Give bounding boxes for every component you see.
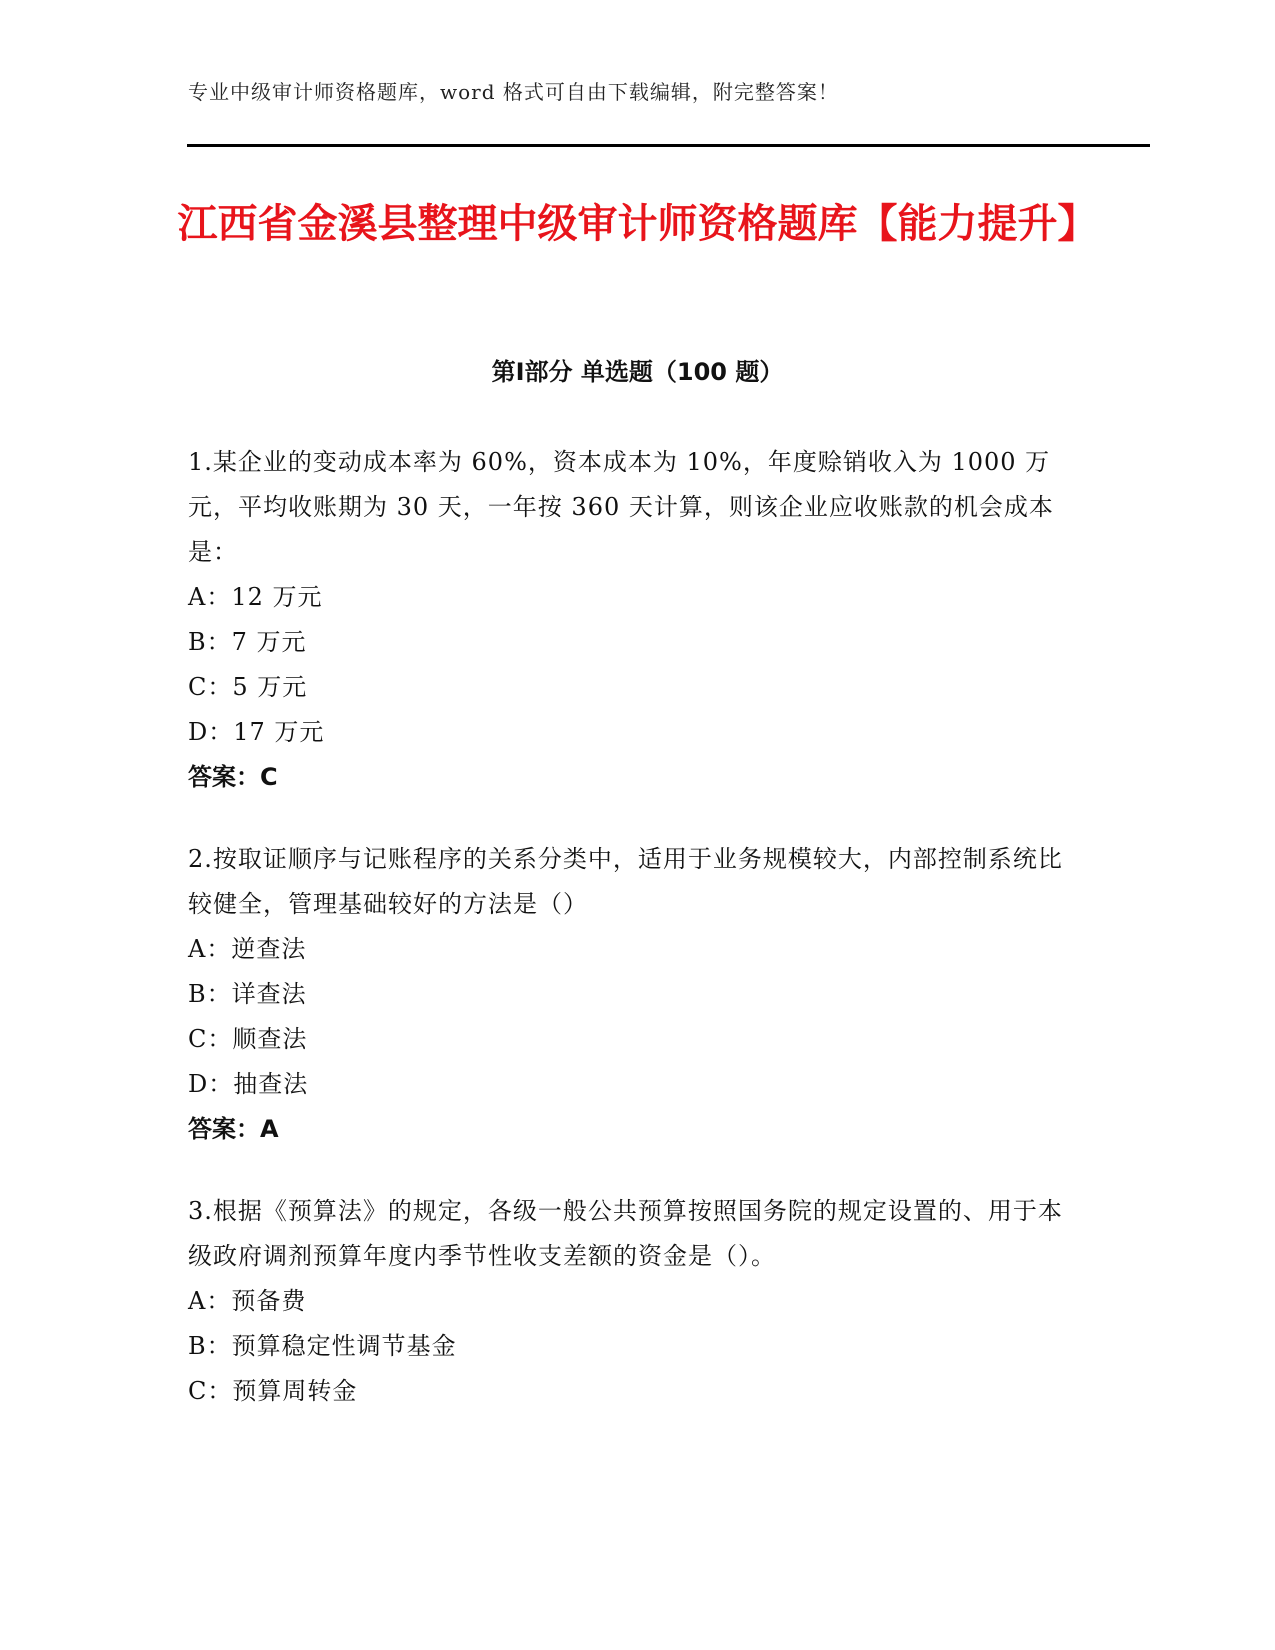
document-title: 江西省金溪县整理中级审计师资格题库【能力提升】 xyxy=(177,201,1098,247)
option-c: C：预算周转金 xyxy=(188,1377,358,1405)
answer-line: 答案：A xyxy=(188,1115,279,1143)
option-b: B：7 万元 xyxy=(188,628,307,656)
question-list xyxy=(188,440,1083,1451)
question-stem: 1.某企业的变动成本率为 60%，资本成本为 10%，年度赊销收入为 1000 万元，平均收账期为 30 天，一年按 360 天计算，则该企业应收账款的机会成本是： xyxy=(188,448,1054,566)
question-item xyxy=(188,440,1083,800)
option-d: D：抽查法 xyxy=(188,1070,309,1098)
question-stem: 2.按取证顺序与记账程序的关系分类中，适用于业务规模较大，内部控制系统比较健全，管理基础较好的方法是（） xyxy=(188,845,1063,918)
option-b: B：详查法 xyxy=(188,980,307,1008)
question-item xyxy=(188,1189,1083,1414)
option-a: A：预备费 xyxy=(188,1287,307,1315)
question-stem: 3.根据《预算法》的规定，各级一般公共预算按照国务院的规定设置的、用于本级政府调剂预算年度内季节性收支差额的资金是（）。 xyxy=(188,1197,1063,1270)
option-b: B：预算稳定性调节基金 xyxy=(188,1332,457,1360)
header-note: 专业中级审计师资格题库，word 格式可自由下载编辑，附完整答案！ xyxy=(188,80,839,104)
option-c: C：顺查法 xyxy=(188,1025,308,1053)
section-title: 第Ⅰ部分 单选题（100 题） xyxy=(491,358,784,386)
header-divider xyxy=(187,144,1150,147)
option-c: C：5 万元 xyxy=(188,673,308,701)
option-a: A：逆查法 xyxy=(188,935,307,963)
answer-line: 答案：C xyxy=(188,763,278,791)
question-item xyxy=(188,837,1083,1152)
option-a: A：12 万元 xyxy=(188,583,323,611)
option-d: D：17 万元 xyxy=(188,718,325,746)
